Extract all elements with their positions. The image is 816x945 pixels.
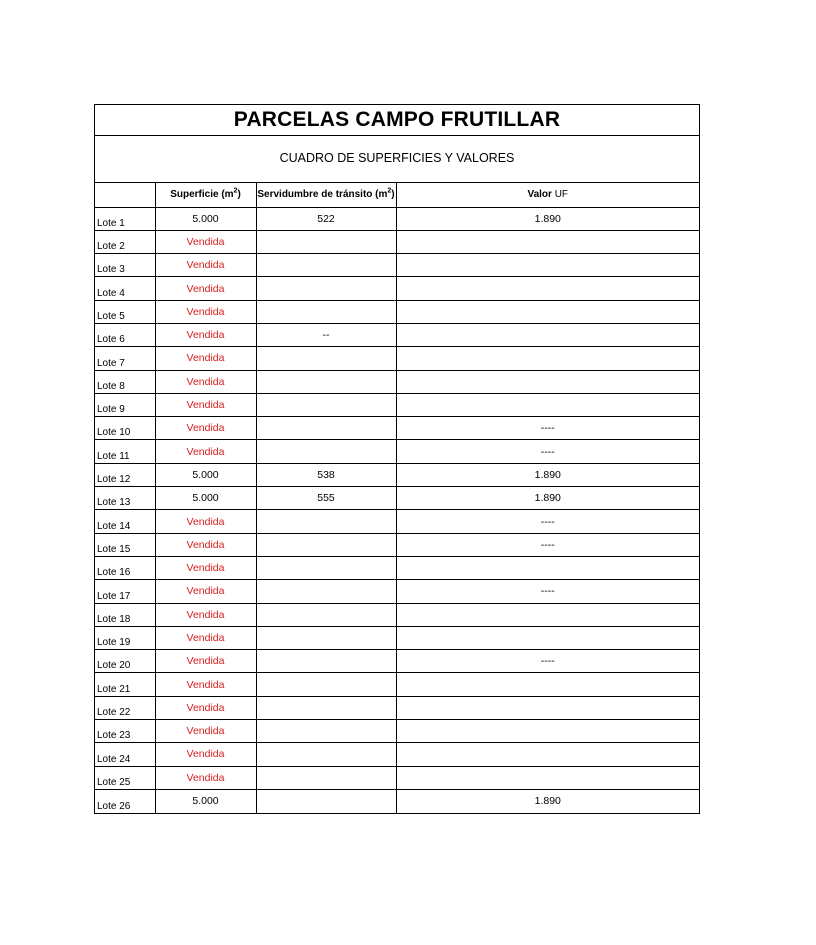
servidumbre-cell — [256, 789, 396, 812]
table-row — [95, 580, 699, 603]
superficie-cell: Vendida — [155, 626, 256, 649]
servidumbre-cell: 555 — [256, 487, 396, 510]
valor-cell: ---- — [396, 440, 699, 463]
table-row — [95, 440, 699, 463]
servidumbre-cell — [256, 393, 396, 416]
servidumbre-cell — [256, 347, 396, 370]
servidumbre-cell — [256, 743, 396, 766]
superficie-cell: Vendida — [155, 766, 256, 789]
superficie-cell: 5.000 — [155, 463, 256, 486]
header-servidumbre-label: Servidumbre de tránsito (m — [257, 189, 388, 201]
header-lote — [95, 183, 155, 207]
table-row — [95, 696, 699, 719]
superficie-cell: 5.000 — [155, 207, 256, 230]
servidumbre-cell — [256, 696, 396, 719]
table-row — [95, 673, 699, 696]
servidumbre-cell: 522 — [256, 207, 396, 230]
table-row — [95, 510, 699, 533]
superficie-cell: Vendida — [155, 323, 256, 346]
header-superficie — [155, 183, 256, 207]
servidumbre-cell — [256, 254, 396, 277]
header-servidumbre-close: ) — [391, 189, 395, 201]
valor-cell: ---- — [396, 533, 699, 556]
superficie-cell: Vendida — [155, 510, 256, 533]
lote-cell: Lote 22 — [95, 696, 155, 719]
lote-cell: Lote 24 — [95, 743, 155, 766]
table-row — [95, 789, 699, 812]
lote-cell: Lote 7 — [95, 347, 155, 370]
header-superficie-close: ) — [237, 189, 241, 201]
superficie-cell: Vendida — [155, 696, 256, 719]
header-servidumbre — [256, 183, 396, 207]
table-row — [95, 393, 699, 416]
superficie-cell: Vendida — [155, 533, 256, 556]
superficie-cell: Vendida — [155, 580, 256, 603]
valor-cell: ---- — [396, 580, 699, 603]
servidumbre-cell — [256, 417, 396, 440]
servidumbre-cell — [256, 766, 396, 789]
lote-cell: Lote 14 — [95, 510, 155, 533]
superficie-cell: Vendida — [155, 743, 256, 766]
servidumbre-cell — [256, 230, 396, 253]
table-header-row — [95, 183, 699, 207]
header-superficie-label: Superficie (m — [170, 189, 234, 201]
valor-cell — [396, 766, 699, 789]
lote-cell: Lote 4 — [95, 277, 155, 300]
valor-cell: 1.890 — [396, 487, 699, 510]
superficie-cell: Vendida — [155, 556, 256, 579]
lote-cell: Lote 19 — [95, 626, 155, 649]
lote-cell: Lote 23 — [95, 720, 155, 743]
table-subtitle — [95, 136, 699, 183]
lote-cell: Lote 1 — [95, 207, 155, 230]
valor-cell — [396, 300, 699, 323]
valor-cell: 1.890 — [396, 789, 699, 812]
valor-cell: ---- — [396, 510, 699, 533]
servidumbre-cell — [256, 580, 396, 603]
valor-cell: 1.890 — [396, 463, 699, 486]
superficie-cell: Vendida — [155, 440, 256, 463]
table-row — [95, 230, 699, 253]
superficie-cell: Vendida — [155, 673, 256, 696]
superficie-cell: Vendida — [155, 347, 256, 370]
lote-cell: Lote 5 — [95, 300, 155, 323]
superficie-cell: Vendida — [155, 277, 256, 300]
lote-cell: Lote 13 — [95, 487, 155, 510]
valor-cell — [396, 626, 699, 649]
lote-cell: Lote 21 — [95, 673, 155, 696]
superficie-cell: Vendida — [155, 393, 256, 416]
valor-cell — [396, 370, 699, 393]
table-row — [95, 463, 699, 486]
lote-cell: Lote 17 — [95, 580, 155, 603]
superficie-cell: Vendida — [155, 650, 256, 673]
servidumbre-cell: 538 — [256, 463, 396, 486]
page-title: PARCELAS CAMPO FRUTILLAR — [95, 105, 699, 136]
superficie-cell: 5.000 — [155, 487, 256, 510]
valor-cell — [396, 603, 699, 626]
valor-cell — [396, 673, 699, 696]
lote-cell: Lote 11 — [95, 440, 155, 463]
table-row — [95, 370, 699, 393]
table-row — [95, 743, 699, 766]
servidumbre-cell — [256, 440, 396, 463]
superficie-cell: Vendida — [155, 230, 256, 253]
lote-cell: Lote 8 — [95, 370, 155, 393]
valor-cell: ---- — [396, 650, 699, 673]
parcel-table — [95, 183, 699, 813]
superficie-cell: Vendida — [155, 720, 256, 743]
table-row — [95, 556, 699, 579]
valor-cell — [396, 277, 699, 300]
lote-cell: Lote 9 — [95, 393, 155, 416]
servidumbre-cell: -- — [256, 323, 396, 346]
lote-cell: Lote 16 — [95, 556, 155, 579]
superficie-cell: Vendida — [155, 603, 256, 626]
superficie-cell: Vendida — [155, 300, 256, 323]
table-row — [95, 603, 699, 626]
servidumbre-cell — [256, 626, 396, 649]
valor-cell — [396, 323, 699, 346]
lote-cell: Lote 25 — [95, 766, 155, 789]
valor-cell: ---- — [396, 417, 699, 440]
header-superficie-sup: 2 — [233, 187, 238, 195]
servidumbre-cell — [256, 533, 396, 556]
header-valor — [396, 183, 699, 207]
table-row — [95, 533, 699, 556]
servidumbre-cell — [256, 673, 396, 696]
superficie-cell: Vendida — [155, 417, 256, 440]
valor-cell — [396, 696, 699, 719]
table-row — [95, 300, 699, 323]
table-row — [95, 207, 699, 230]
servidumbre-cell — [256, 556, 396, 579]
superficie-cell: Vendida — [155, 370, 256, 393]
servidumbre-cell — [256, 370, 396, 393]
header-valor-label: Valor — [527, 189, 552, 201]
servidumbre-cell — [256, 720, 396, 743]
valor-cell — [396, 743, 699, 766]
table-row — [95, 626, 699, 649]
lote-cell: Lote 2 — [95, 230, 155, 253]
table-row — [95, 323, 699, 346]
table-row — [95, 277, 699, 300]
table-subtitle-text: CUADRO DE SUPERFICIES Y VALORES — [279, 151, 515, 165]
valor-cell — [396, 556, 699, 579]
servidumbre-cell — [256, 603, 396, 626]
header-servidumbre-sup: 2 — [387, 187, 392, 195]
table-row — [95, 254, 699, 277]
servidumbre-cell — [256, 300, 396, 323]
lote-cell: Lote 15 — [95, 533, 155, 556]
parcel-table-sheet — [94, 104, 700, 814]
valor-cell — [396, 720, 699, 743]
table-row — [95, 347, 699, 370]
superficie-cell: Vendida — [155, 254, 256, 277]
header-valor-unit: UF — [554, 189, 569, 201]
valor-cell — [396, 347, 699, 370]
lote-cell: Lote 10 — [95, 417, 155, 440]
table-body — [95, 207, 699, 813]
valor-cell — [396, 230, 699, 253]
valor-cell: 1.890 — [396, 207, 699, 230]
valor-cell — [396, 393, 699, 416]
table-row — [95, 650, 699, 673]
lote-cell: Lote 6 — [95, 323, 155, 346]
lote-cell: Lote 18 — [95, 603, 155, 626]
lote-cell: Lote 12 — [95, 463, 155, 486]
table-row — [95, 766, 699, 789]
valor-cell — [396, 254, 699, 277]
table-row — [95, 487, 699, 510]
table-row — [95, 417, 699, 440]
superficie-cell: 5.000 — [155, 789, 256, 812]
servidumbre-cell — [256, 650, 396, 673]
lote-cell: Lote 26 — [97, 800, 131, 812]
lote-cell: Lote 20 — [95, 650, 155, 673]
servidumbre-cell — [256, 277, 396, 300]
servidumbre-cell — [256, 510, 396, 533]
table-row — [95, 720, 699, 743]
lote-cell: Lote 3 — [95, 254, 155, 277]
